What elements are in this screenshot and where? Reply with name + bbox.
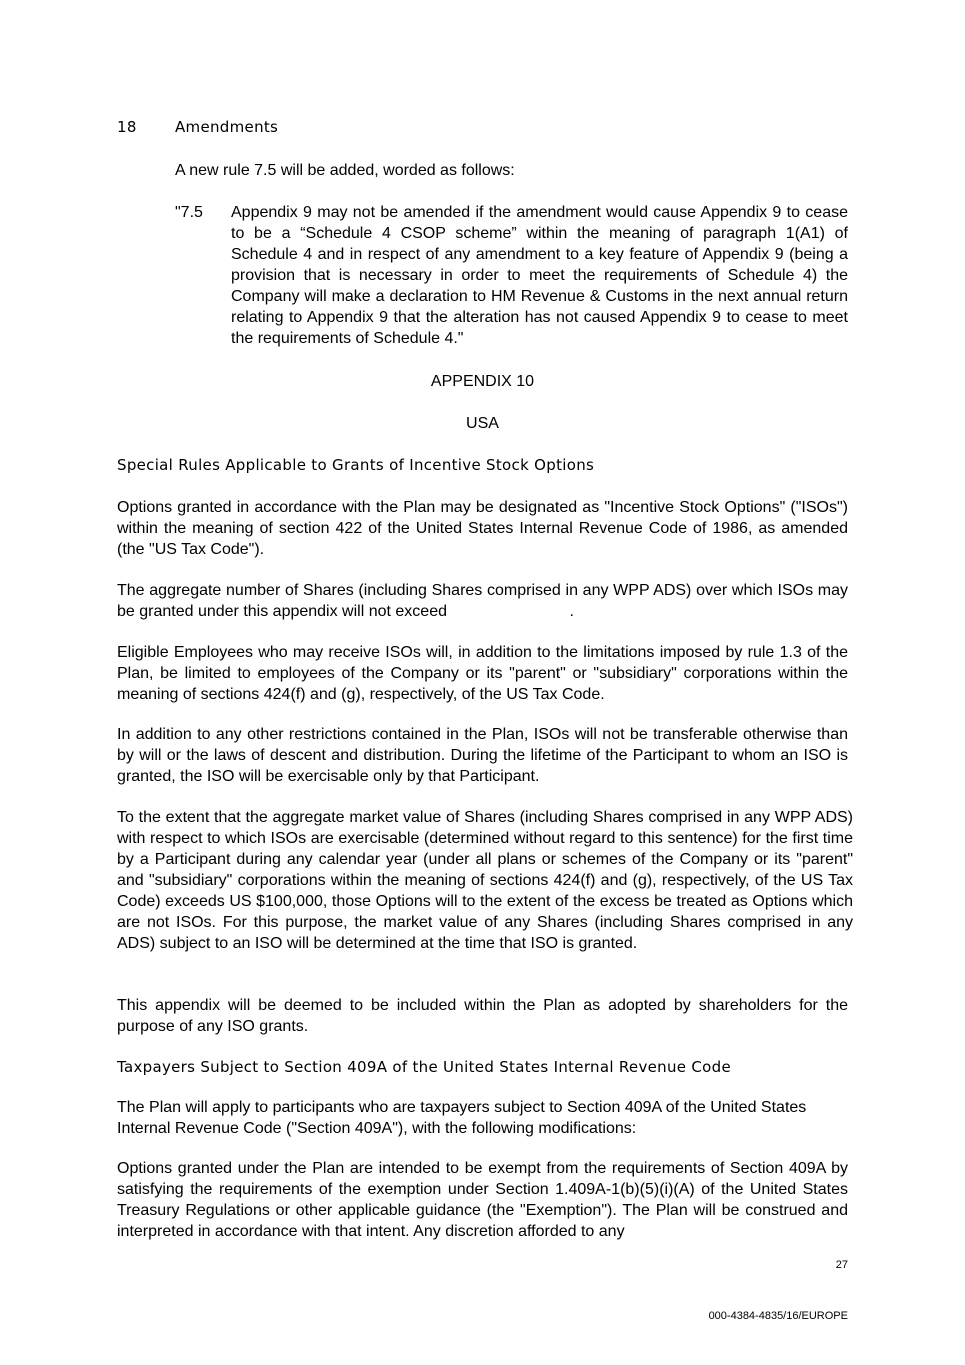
page-number: 27 xyxy=(835,1259,848,1271)
section-409a-paragraph-2: Options granted under the Plan are intended to be exempt from the requirements of Section 409A by satisfying the requirements of the exemption under Section 1.409A-1(b)(5)(i)(A) of the United States Treasury Regulations or other applicable guidance (the "Exemption"). The Plan will be construed and interpreted in accordance with that intent. Any discretion afforded to any xyxy=(117,1160,848,1240)
section-title: Amendments xyxy=(175,118,279,136)
section-409a-paragraph-1: The Plan will apply to participants who are taxpayers subject to Section 409A of the United States Internal Revenue Code ("Section 409A"), with the following modifications: xyxy=(117,1099,807,1137)
iso-paragraph-4: In addition to any other restrictions contained in the Plan, ISOs will not be transferable otherwise than by will or the laws of descent and distribution. During the lifetime of the Participant to whom an ISO is granted, the ISO will be exercisable only by that Participant. xyxy=(117,726,848,785)
appendix-subtitle: USA xyxy=(466,415,499,432)
intro-paragraph: A new rule 7.5 will be added, worded as follows: xyxy=(175,162,515,179)
section-number: 18 xyxy=(117,118,137,136)
iso-paragraph-2 xyxy=(117,580,848,622)
section-heading xyxy=(117,118,278,136)
iso-paragraph-2-text: The aggregate number of Shares (including Shares comprised in any WPP ADS) over which ISOs may be granted under this appendix will not exceed xyxy=(117,582,848,620)
rule-text: Appendix 9 may not be amended if the amendment would cause Appendix 9 to cease to be a “Schedule 4 CSOP scheme” within the meaning of paragraph 1(A1) of Schedule 4 and in respect of any amendment to a key feature of Appendix 9 (being a provision that is necessary in order to meet the requirements of Schedule 4) the Company will make a declaration to HM Revenue & Customs in the next annual return relating to Appendix 9 that the alteration has not caused Appendix 9 to cease to meet the requirements of Schedule 4." xyxy=(231,204,848,347)
rule-number: "7.5 xyxy=(175,204,203,221)
section-409a-heading: Taxpayers Subject to Section 409A of the United States Internal Revenue Code xyxy=(117,1058,731,1076)
iso-heading: Special Rules Applicable to Grants of Incentive Stock Options xyxy=(117,456,595,474)
iso-paragraph-5: To the extent that the aggregate market value of Shares (including Shares comprised in any WPP ADS) with respect to which ISOs are exercisable (determined without regard to this sentence) for the first time by a Participant during any calendar year (under all plans or schemes of the Company or its "parent" and "subsidiary" corporations within the meaning of sections 424(f) and (g), respectively, of the US Tax Code) exceeds US $100,000, those Options will to the extent of the excess be treated as Options which are not ISOs. For this purpose, the market value of any Shares (including Shares comprised in any ADS) subject to an ISO will be determined at the time that ISO is granted. xyxy=(117,809,853,952)
iso-paragraph-6: This appendix will be deemed to be included within the Plan as adopted by shareholders for the purpose of any ISO grants. xyxy=(117,997,848,1035)
appendix-title: APPENDIX 10 xyxy=(430,373,535,390)
blank-period: . xyxy=(569,603,574,620)
document-reference: 000-4384-4835/16/EUROPE xyxy=(708,1310,848,1322)
iso-paragraph-3: Eligible Employees who may receive ISOs will, in addition to the limitations imposed by rule 1.3 of the Plan, be limited to employees of the Company or its "parent" or "subsidiary" corporations within the meaning of sections 424(f) and (g), respectively, of the US Tax Code. xyxy=(117,644,848,703)
iso-paragraph-1: Options granted in accordance with the Plan may be designated as "Incentive Stock Options" ("ISOs") within the meaning of section 422 of the United States Internal Revenue Code of 1986, as amended (the "US Tax Code"). xyxy=(117,499,848,558)
